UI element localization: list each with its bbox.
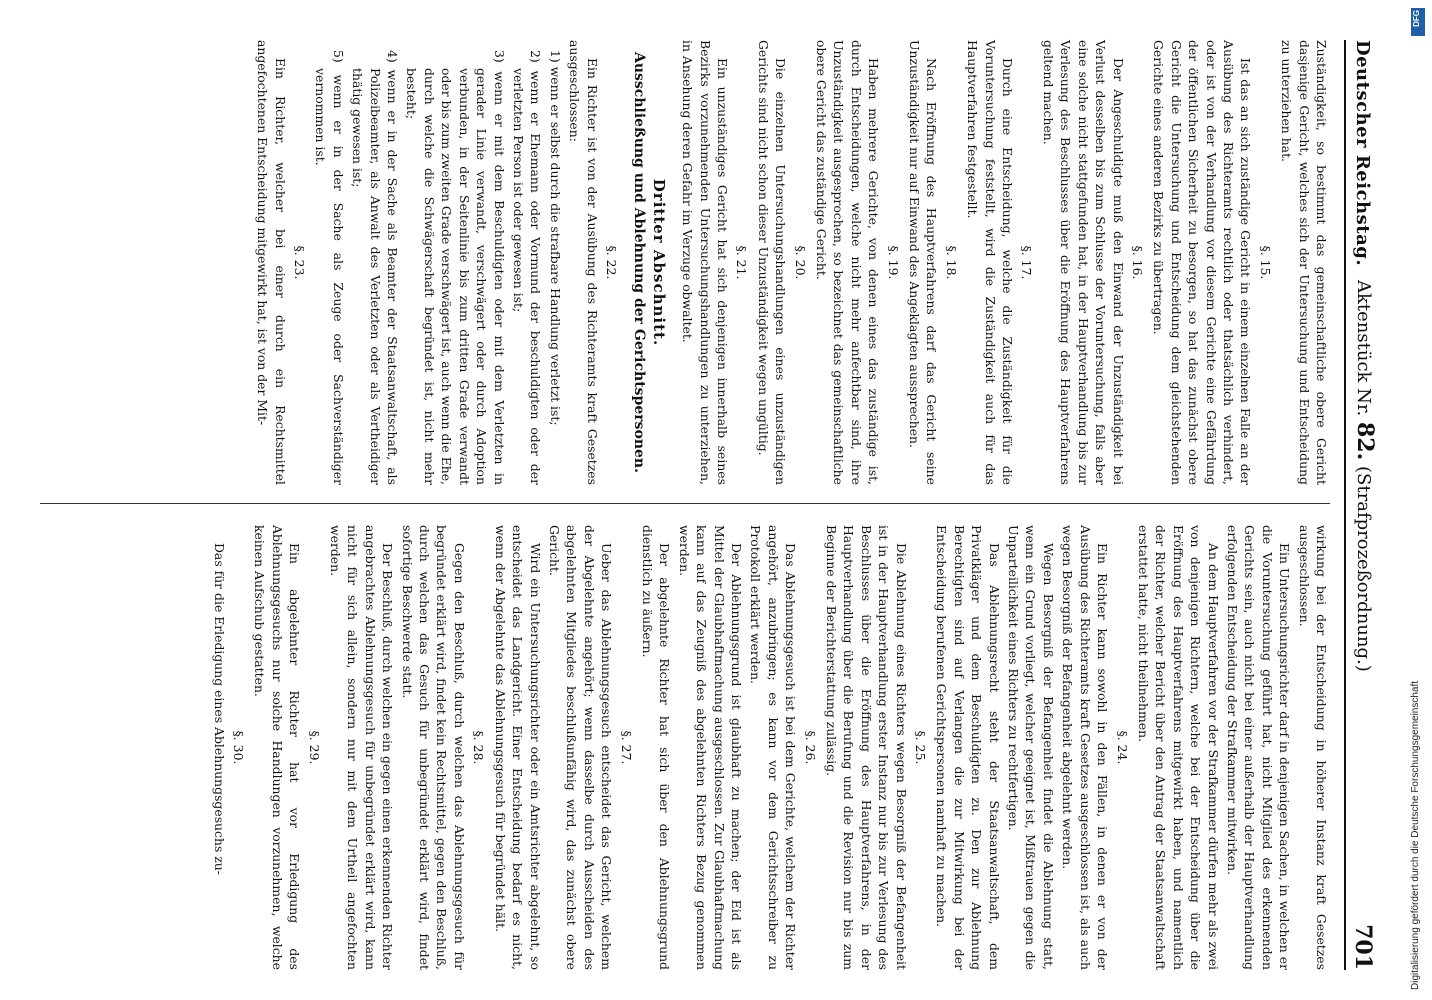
- header-doc-suffix: (Strafprozeßordnung.): [1353, 466, 1374, 672]
- section-subheading: Ausschließung und Ablehnung der Gerichtspersonen.: [631, 52, 648, 473]
- paragraph: Der Beschluß, durch welchen ein gegen einen erkennenden Richter angebrachtes Ablehnungsgesuch für unbegründet erklärt wird, kann nicht für sich allein, sondern nur mit dem Urtheil angefochten werden.: [328, 525, 396, 970]
- paragraph: Wird ein Untersuchungsrichter oder ein Amtsrichter abgelehnt, so entscheidet das Landgericht. Einer Entscheidung bedarf es nicht, wenn der Abgelehnte das Ablehnungsgesuch für begründet hält.: [492, 525, 543, 970]
- section-number: §. 24.: [1114, 730, 1130, 765]
- paragraph: Der abgelehnte Richter hat sich über den Ablehnungsgrund dienstlich zu äußern.: [639, 525, 673, 970]
- paragraph: Die einzelnen Untersuchungshandlungen eines unzuständigen Gerichts sind nicht schon dieser Unzuständigkeit wegen ungültig.: [755, 40, 789, 485]
- section-heading: Dritter Abschnitt.: [649, 178, 668, 347]
- paragraph: Das Ablehnungsgesuch ist bei dem Gerichte, welchem der Richter angehört, anzubringen; es kann vor dem Gerichtsschreiber zu Protokoll erklärt werden.: [748, 525, 799, 970]
- column-divider: [40, 503, 1330, 504]
- section-number: §. 25.: [913, 730, 929, 765]
- section-number: §. 15.: [1257, 245, 1273, 280]
- paragraph: Zuständigkeit, so bestimmt das gemeinschaftliche obere Gericht dasjenige Gericht, welches sich der Untersuchung und Entscheidung zu unterziehen hat.: [1279, 40, 1329, 485]
- section-number: §. 19.: [885, 245, 901, 280]
- paragraph: Ein Richter, welcher bei einer durch ein Rechtsmittel angefochtenen Entscheidung mitgewirkt hat, ist von der Mit-: [255, 40, 288, 485]
- document-page: [20, 0, 1410, 1000]
- section-number: §. 26.: [802, 730, 818, 765]
- digitization-note: [1410, 10, 1424, 990]
- paragraph: Haben mehrere Gerichte, von denen eines das zuständige ist, durch Entscheidungen, welche nicht mehr anfechtbar sind, ihre Unzuständigkeit ausgesprochen, so bezeichnet das gemeinschaftliche obere Gericht das zuständige Gericht.: [814, 40, 882, 485]
- page-number: 701: [1350, 924, 1376, 970]
- section-number: §. 23.: [292, 245, 308, 280]
- paragraph: Ist das an sich zuständige Gericht in einem einzelnen Falle an der Ausübung des Richteramts rechtlich oder thatsächlich verhindert, oder ist von der Verhandlung vor diesem Gerichte eine Gefährdung der öffentlichen Sicherheit zu besorgen, so hat das zunächst obere Gericht die Untersuchung und Entscheidung dem gleichstehenden Gerichte eines anderen Bezirks zu übertragen.: [1151, 40, 1254, 485]
- dfg-logo-text: DFG: [1412, 10, 1421, 27]
- section-number: §. 17.: [1019, 245, 1035, 280]
- header-left-title: Deutscher Reichstag.: [1352, 40, 1373, 267]
- paragraph: Gegen den Beschluß, durch welchen das Ablehnungsgesuch für begründet erklärt wird, findet kein Rechtsmittel, gegen den Beschluß, durch welchen das Gesuch für unbegründet erklärt wird, findet sofortige Beschwerde statt.: [399, 525, 467, 970]
- list-item: 5) wenn er in der Sache als Zeuge oder Sachverständiger vernommen ist.: [313, 50, 346, 485]
- paragraph: Ein abgelehnter Richter hat vor Erledigung des Ablehnungsgesuchs nur solche Handlungen vorzunehmen, welche keinen Aufschub gestatten.: [252, 525, 303, 970]
- paragraph: Ein Richter kann sowohl in den Fällen, in denen er von der Ausübung des Richteramts kraft Gesetzes ausgeschlossen ist, als auch wegen Besorgniß der Befangenheit abgelehnt werden.: [1060, 525, 1111, 970]
- section-number: §. 16.: [1129, 245, 1145, 280]
- section-number: §. 28.: [471, 730, 487, 765]
- page-header: [1344, 40, 1386, 970]
- header-doc-prefix: Aktenstück Nr.: [1353, 280, 1374, 417]
- section-number: §. 18.: [943, 245, 959, 280]
- paragraph: Ein Untersuchungsrichter darf in denjenigen Sachen, in welchen er die Voruntersuchung geführt hat, nicht Mitglied des erkennenden Gerichts sein, auch nicht bei einer außerhalb der Hauptverhandlung erfolgenden Entscheidung der Strafkammer mitwirken.: [1224, 525, 1293, 970]
- paragraph: Durch eine Entscheidung, welche die Zuständigkeit für die Voruntersuchung feststellt, wird die Zuständigkeit auch für das Hauptverfahren festgestellt.: [965, 40, 1016, 485]
- left-text-column: [40, 40, 1330, 485]
- list-item: 3) wenn er mit dem Beschuldigten oder mit dem Verletzten in gerader Linie verwandt, verschwägert oder durch Adoption verbunden, in der Seitenlinie bis zum dritten Grade verwandt oder bis zum zweiten Grade verschwägert ist, auch wenn die Ehe, durch welche die Schwägerschaft begründet ist, nicht mehr besteht;: [404, 50, 507, 485]
- section-number: §. 30.: [231, 730, 247, 765]
- section-number: §. 22.: [603, 245, 619, 280]
- paragraph: Ein unzuständiges Gericht hat sich denjenigen innerhalb seines Bezirks vorzunehmenden Untersuchungshandlungen zu unterziehen, in Ansehung deren Gefahr im Verzuge obwaltet.: [680, 40, 730, 485]
- paragraph: Wegen Besorgniß der Befangenheit findet die Ablehnung statt, wenn ein Grund vorliegt, welcher geeignet ist, Mißtrauen gegen die Unparteilichkeit eines Richters zu rechtfertigen.: [1006, 525, 1056, 970]
- section-number: §. 21.: [734, 245, 750, 280]
- section-number: §. 29.: [306, 730, 322, 765]
- paragraph: Ueber das Ablehnungsgesuch entscheidet das Gericht, welchem der Abgelehnte angehört; wenn dasselbe durch Ausscheiden des abgelehnten Mitgliedes beschlußunfähig wird, das zunächst obere Gericht.: [546, 525, 615, 970]
- header-doc-number: 82.: [1352, 422, 1378, 461]
- paragraph: Das für die Erledigung eines Ablehnungsgesuchs zu-: [211, 543, 227, 875]
- paragraph: Der Angeschuldigte muß den Einwand der Unzuständigkeit bei Verlust desselben bis zum Schlusse der Voruntersuchung, falls aber eine solche nicht stattgefunden hat, in der Hauptverhandlung bis zur Verlesung des Beschlusses über die Eröffnung des Hauptverfahrens geltend machen.: [1040, 40, 1126, 485]
- right-text-column: [40, 525, 1330, 970]
- paragraph: wirkung bei der Entscheidung in höherer Instanz kraft Gesetzes ausgeschlossen.: [1296, 525, 1329, 970]
- list-item: 1) wenn er selbst durch die strafbare Handlung verletzt ist;: [547, 50, 563, 426]
- paragraph: Das Ablehnungsrecht steht der Staatsanwaltschaft, dem Privatkläger und dem Beschuldigten zu. Den zur Ablehnung Berechtigten sind auf Verlangen die zur Mitwirkung bei der Entscheidung berufenen Gerichtspersonen namhaft zu machen.: [934, 525, 1002, 970]
- section-number: §. 20.: [792, 245, 808, 280]
- paragraph: Der Ablehnungsgrund ist glaubhaft zu machen; der Eid ist als Mittel der Glaubhaftmachung ausgeschlossen. Zur Glaubhaftmachung kann auf das Zeugniß des abgelehnten Richters Bezug genommen werden.: [676, 525, 744, 970]
- header-document-title: [1352, 280, 1378, 672]
- paragraph: Die Ablehnung eines Richters wegen Besorgniß der Befangenheit ist in der Hauptverhandlung erster Instanz nur bis zur Verlesung des Beschlusses über die Eröffnung des Hauptverfahrens, in der Hauptverhandlung über die Berufung und die Revision nur bis zum Beginne der Berichterstattung zulässig.: [824, 525, 909, 970]
- list-item: 2) wenn er Ehemann oder Vormund der beschuldigten oder der verletzten Person ist oder gewesen ist;: [510, 50, 544, 485]
- paragraph: Ein Richter ist von der Ausübung des Richteramts kraft Gesetzes ausgeschlossen:: [567, 40, 600, 485]
- digitization-note-text: Digitalisierung gefördert durch die Deutsche Forschungsgemeinschaft: [1410, 680, 1421, 990]
- list-item: 4) wenn er in der Sache als Beamter der Staatsanwaltschaft, als Polizeibeamter, als Anwalt des Verletzten oder als Vertheidiger thätig gewesen ist;: [350, 50, 401, 485]
- paragraph: An dem Hauptverfahren vor der Strafkammer dürfen mehr als zwei von denjenigen Richtern, welche bei der Entscheidung über die Eröffnung des Hauptverfahrens mitgewirkt haben, und namentlich der Richter, welcher Bericht über den Antrag der Staatsanwaltschaft erstattet hatte, nicht theilnehmen.: [1135, 525, 1221, 970]
- section-number: §. 27.: [618, 730, 634, 765]
- paragraph: Nach Eröffnung des Hauptverfahrens darf das Gericht seine Unzuständigkeit nur auf Einwand des Angeklagten aussprechen.: [907, 40, 940, 485]
